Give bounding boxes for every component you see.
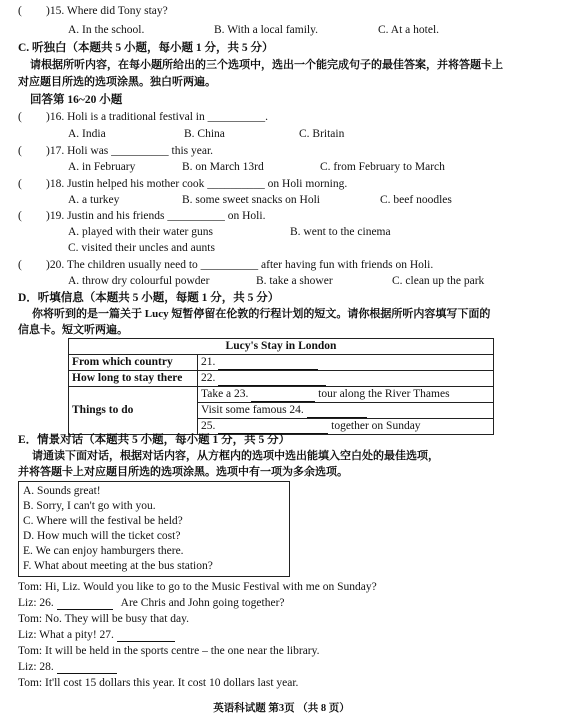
q18-stem: )18. Justin helped his mother cook __________ on Holi morning. [46,178,348,190]
q17-option-b[interactable]: B. on March 13rd [182,161,264,173]
q20-option-a[interactable]: A. throw dry colourful powder [68,275,210,287]
q16-stem: )16. Holi is a traditional festival in __________. [46,111,268,123]
q19-option-a[interactable]: A. played with their water guns [68,226,213,238]
q20-option-b[interactable]: B. take a shower [256,275,333,287]
q15-option-a[interactable]: A. In the school. [68,24,145,36]
q18-option-c[interactable]: C. beef noodles [380,194,452,206]
row-country-label: From which country [69,355,198,371]
dialog-line-2: Liz: 26. Are Chris and John going together? [18,597,285,609]
section-d-instruction-2: 信息卡。短文听两遍。 [18,324,128,336]
answer-27-blank[interactable] [117,630,175,642]
q15-paren-open: ( [18,5,22,17]
row-things-24[interactable]: Visit some famous 24. [198,403,494,419]
q17-option-c[interactable]: C. from February to March [320,161,445,173]
q18-paren: ( [18,178,22,190]
q16-option-c[interactable]: C. Britain [299,128,345,140]
info-card-title: Lucy's Stay in London [69,339,494,355]
q20-stem: )20. The children usually need to __________ after having fun with friends on Holi. [46,259,434,271]
row-things-25[interactable]: 25. together on Sunday [198,419,494,435]
option-b[interactable]: B. Sorry, I can't go with you. [23,500,156,512]
row-things-23[interactable]: Take a 23. tour along the River Thames [198,387,494,403]
option-d[interactable]: D. How much will the ticket cost? [23,530,181,542]
option-a[interactable]: A. Sounds great! [23,485,101,497]
info-card-table [68,338,494,435]
section-c-instruction-2: 对应题目所选的选项涂黑。独白听两遍。 [18,76,216,88]
q15-text: 15. Where did Tony stay? [49,5,168,17]
q19-option-c[interactable]: C. visited their uncles and aunts [68,242,215,254]
row-duration-answer[interactable]: 22. [198,371,494,387]
dialog-line-7: Tom: It'll cost 15 dollars this year. It cost 10 dollars last year. [18,677,299,689]
q18-option-a[interactable]: A. a turkey [68,194,120,206]
q20-paren: ( [18,259,22,271]
section-e-title: E．情景对话（本题共 5 小题，每小题 1 分，共 5 分） [18,434,291,446]
dialog-line-4: Liz: What a pity! 27. [18,628,175,642]
section-e-instruction-1: 请通读下面对话，根据对话内容，从方框内的选项中选出能填入空白处的最佳选项， [32,450,439,462]
dialog-line-1: Tom: Hi, Liz. Would you like to go to the Music Festival with me on Sunday? [18,581,377,593]
dialog-line-6: Liz: 28. [18,660,117,674]
answer-28-blank[interactable] [57,662,117,674]
page-footer: 英语科试题 第3页 （共 8 页） [213,703,350,714]
section-d-instruction-1: 你将听到的是一篇关于 Lucy 短暂停留在伦敦的行程计划的短文。请你根据所听内容填写下面的 [32,308,491,320]
option-c[interactable]: C. Where will the festival be held? [23,515,183,527]
option-e[interactable]: E. We can enjoy hamburgers there. [23,545,184,557]
q16-option-a[interactable]: A. India [68,128,106,140]
q17-option-a[interactable]: A. in February [68,161,136,173]
q19-option-b[interactable]: B. went to the cinema [290,226,391,238]
section-e-instruction-2: 并将答题卡上对应题目所选的选项涂黑。选项中有一项为多余选项。 [18,466,348,478]
section-c-title: C. 听独白（本题共 5 小题，每小题 1 分，共 5 分） [18,42,274,54]
options-box [18,481,290,577]
section-c-subheading: 回答第 16~20 小题 [30,94,123,106]
q16-option-b[interactable]: B. China [184,128,225,140]
q15-option-b[interactable]: B. With a local family. [214,24,318,36]
dialog-line-3: Tom: No. They will be busy that day. [18,613,190,625]
row-country-answer[interactable]: 21. [198,355,494,371]
q19-paren: ( [18,210,22,222]
q20-option-c[interactable]: C. clean up the park [392,275,485,287]
q19-stem: )19. Justin and his friends __________ on Holi. [46,210,266,222]
row-duration-label: How long to stay there [69,371,198,387]
answer-26-blank[interactable] [57,598,113,610]
option-f[interactable]: F. What about meeting at the bus station? [23,560,213,572]
q15-stem: )15. Where did Tony stay? [46,5,168,17]
q15-option-c[interactable]: C. At a hotel. [378,24,440,36]
q16-paren: ( [18,111,22,123]
q17-paren: ( [18,145,22,157]
q17-stem: )17. Holi was __________ this year. [46,145,214,157]
q18-option-b[interactable]: B. some sweet snacks on Holi [182,194,320,206]
row-things-label: Things to do [69,387,198,435]
dialog-line-5: Tom: It will be held in the sports centre – the one near the library. [18,645,320,657]
section-d-title: D．听填信息（本题共 5 小题，每题 1 分，共 5 分） [18,292,280,304]
section-c-instruction-1: 请根据所听内容，在每小题所给出的三个选项中，选出一个能完成句子的最佳答案，并将答题卡上 [30,59,503,71]
